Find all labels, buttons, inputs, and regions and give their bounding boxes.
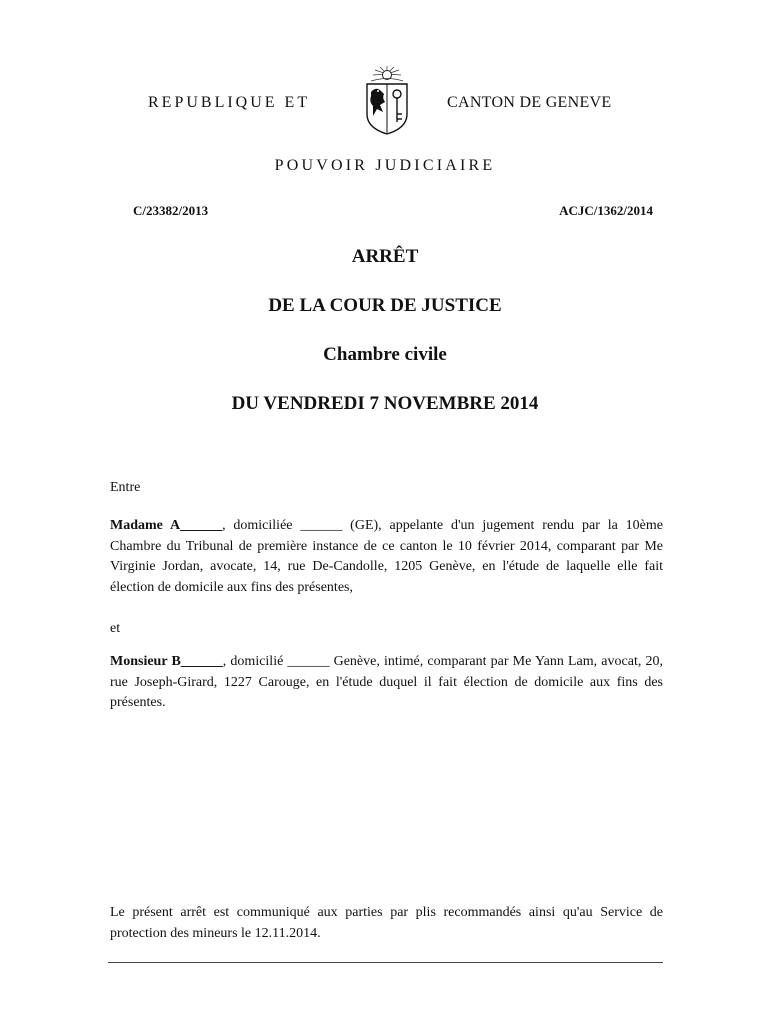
case-number: C/23382/2013	[133, 203, 209, 218]
communication-notice: Le présent arrêt est communiqué aux parties par plis recommandés ainsi qu'au Service de protection des mineurs le 12.11.2014.	[110, 905, 663, 941]
footer-divider	[108, 962, 663, 963]
title-chamber: Chambre civile	[323, 344, 447, 365]
title-arret: ARRÊT	[351, 246, 419, 267]
and-label: et	[110, 621, 121, 636]
between-label: Entre	[110, 480, 141, 495]
header-republique: REPUBLIQUE ET	[148, 94, 311, 111]
party-appellant-name: Madame A______	[110, 518, 223, 533]
party-respondent-details: , domicilié ______ Genève, intimé, comparant par Me Yann Lam, avocat, 20, rue Joseph-Girard, 1227 Carouge, en l'étude duquel il fait élection de domicile aux fins des présentes.	[110, 654, 663, 710]
header-pouvoir-judiciaire: POUVOIR JUDICIAIRE	[274, 157, 496, 174]
title-court: DE LA COUR DE JUSTICE	[268, 295, 502, 316]
title-date: DU VENDREDI 7 NOVEMBRE 2014	[231, 393, 539, 414]
party-respondent-name: Monsieur B______	[110, 654, 223, 669]
party-appellant	[110, 516, 663, 598]
party-respondent	[110, 652, 663, 714]
geneva-coat-of-arms-icon	[361, 64, 413, 138]
header-canton: CANTON DE GENEVE	[447, 94, 612, 111]
party-appellant-details: , domiciliée ______ (GE), appelante d'un jugement rendu par la 10ème Chambre du Tribunal de première instance de ce canton le 10 février 2014, comparant par Me Virginie Jordan, avocate, 14, rue De-Candolle, 1205 Genève, en l'étude de laquelle elle fait élection de domicile aux fins des présentes,	[110, 518, 663, 595]
decision-number: ACJC/1362/2014	[559, 203, 653, 218]
